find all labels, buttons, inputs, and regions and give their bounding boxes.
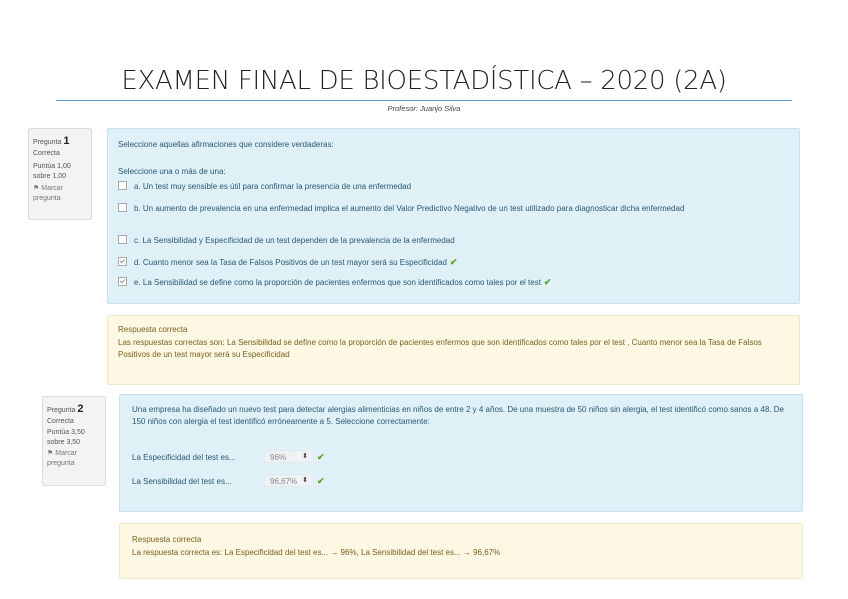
page-title: EXAMEN FINAL DE BIOESTADÍSTICA – 2020 (2A) bbox=[121, 66, 727, 96]
question-2-feedback bbox=[119, 523, 803, 579]
option-a-checkbox[interactable] bbox=[118, 181, 127, 190]
answer-row-2 bbox=[132, 474, 325, 487]
option-d-checkbox[interactable] bbox=[118, 257, 127, 266]
sensitivity-select[interactable]: 96,67% ⬍ bbox=[264, 474, 314, 487]
page-subtitle: Profesor: Juanjo Silva bbox=[387, 104, 461, 113]
answer-row-label: La Sensibilidad del test es... bbox=[132, 477, 232, 486]
question-2-content bbox=[119, 394, 803, 512]
feedback-heading: Respuesta correcta bbox=[132, 535, 202, 544]
option-b-checkbox[interactable] bbox=[118, 203, 127, 212]
flag-question-button[interactable]: ⚑ Marcar pregunta bbox=[33, 185, 64, 202]
question-instruction: Seleccione una o más de una: bbox=[118, 167, 226, 176]
check-mark-icon: ✔ bbox=[317, 476, 325, 486]
option-e-checkbox[interactable] bbox=[118, 277, 127, 286]
flag-icon: ⚑ bbox=[33, 185, 40, 193]
answer-row-1 bbox=[132, 450, 325, 463]
option-c-checkbox[interactable] bbox=[118, 235, 127, 244]
question-state: Correcta bbox=[47, 417, 74, 425]
answer-option-e[interactable]: e. La Sensibilidad se define como la proporción de pacientes enfermos que son identificados como tales por el test ✔ bbox=[118, 275, 789, 290]
feedback-text: La respuesta correcta es: La Especificidad del test es... → 96%, La Sensibilidad del test es... → 96,67% bbox=[132, 547, 501, 557]
question-prompt: Seleccione aquellas afirmaciones que considere verdaderas: bbox=[118, 140, 334, 149]
question-1-content bbox=[107, 128, 800, 304]
question-number-value: 2 bbox=[77, 403, 84, 415]
specificity-select[interactable]: 96% ⬍ bbox=[264, 450, 314, 463]
question-1-info bbox=[28, 128, 92, 220]
flag-question-button[interactable]: ⚑ Marcar pregunta bbox=[47, 450, 78, 467]
question-2-info bbox=[42, 396, 106, 486]
check-mark-icon: ✔ bbox=[543, 277, 552, 287]
select-arrows-icon: ⬍ bbox=[302, 453, 308, 460]
question-1-feedback bbox=[107, 315, 800, 385]
select-arrows-icon: ⬍ bbox=[302, 477, 308, 484]
question-state: Correcta bbox=[33, 149, 60, 157]
question-score-line2: sobre 1,00 bbox=[33, 172, 67, 180]
flag-icon: ⚑ bbox=[47, 450, 54, 458]
check-mark-icon: ✔ bbox=[317, 452, 325, 462]
feedback-text: Las respuestas correctas son: La Sensibilidad se define como la proporción de pacientes enfermos que son identificados como tales por el test , Cuanto menor sea la Tasa de Falsos Positivos de un test mayor será su Especificidad bbox=[118, 337, 762, 359]
question-number-value: 1 bbox=[63, 135, 70, 147]
question-score-line2: sobre 3,50 bbox=[47, 438, 81, 446]
title-divider bbox=[56, 100, 792, 101]
check-mark-icon: ✔ bbox=[449, 257, 458, 267]
feedback-heading: Respuesta correcta bbox=[118, 325, 188, 334]
question-number: Pregunta 2 bbox=[47, 403, 84, 415]
answer-row-label: La Especificidad del test es... bbox=[132, 453, 236, 462]
answer-option-b[interactable]: b. Un aumento de prevalencia en una enfermedad implica el aumento del Valor Predictivo Negativo de un test utilizado para diagnosticar dicha enfermedad bbox=[118, 203, 789, 216]
answer-option-c[interactable]: c. La Sensibilidad y Especificidad de un test dependen de la prevalencia de la enfermedad bbox=[118, 235, 789, 248]
question-score-line1: Puntúa 1,00 bbox=[33, 163, 71, 171]
question-number: Pregunta 1 bbox=[33, 135, 70, 147]
answer-option-a[interactable]: a. Un test muy sensible es útil para confirmar la presencia de una enfermedad bbox=[118, 181, 789, 194]
question-prompt: Una empresa ha diseñado un nuevo test para detectar alergias alimenticias en niños de entre 2 y 4 años. De una muestra de 50 niños sin alergia, el test identificó como sanos a 48. De 150 niños con alergia el test identificó erróneamente a 5. Seleccione correctamente: bbox=[132, 405, 784, 427]
answer-option-d[interactable]: d. Cuanto menor sea la Tasa de Falsos Positivos de un test mayor será su Especificidad ✔ bbox=[118, 255, 789, 270]
question-score-line1: Puntúa 3,50 bbox=[47, 429, 85, 437]
